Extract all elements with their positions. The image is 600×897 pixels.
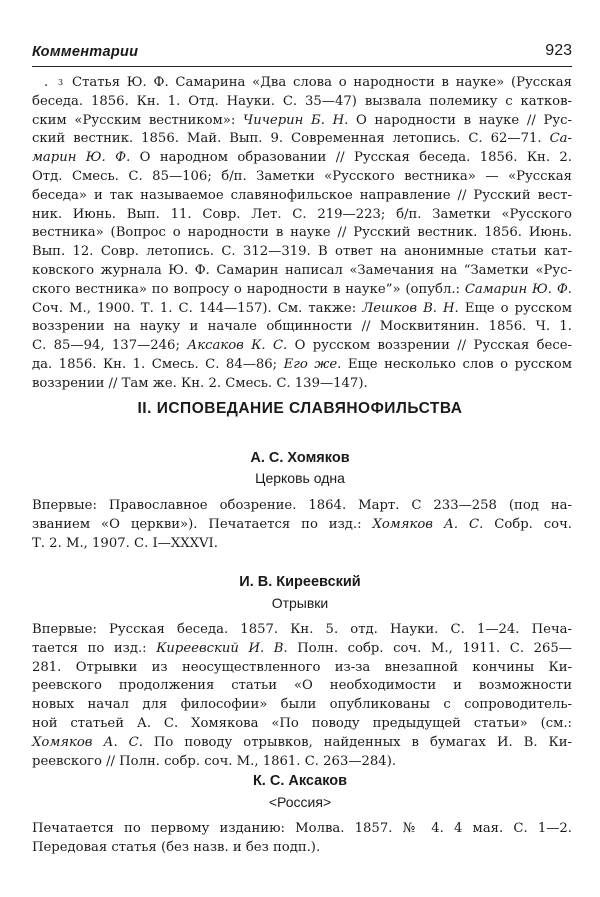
- text-line: [32, 112, 572, 131]
- text-line: [32, 149, 572, 168]
- text-line: [32, 262, 572, 281]
- italic-segment: марин Ю. Ф.: [32, 150, 131, 166]
- text-line: [32, 516, 572, 535]
- italic-segment: Чичерин Б. Н.: [243, 112, 349, 128]
- text-line: [32, 621, 572, 640]
- page-number: 923: [545, 42, 572, 59]
- footnote-dot: .: [44, 75, 49, 90]
- text-segment: ский вестник. 1856. Май. Вып. 9. Современная летопись. С. 62—71.: [32, 131, 550, 147]
- header-title: Комментарии: [32, 44, 139, 60]
- text-segment: Печатается по первому изданию: Молва. 1857. № 4. 4 мая. С. 1—2.: [32, 821, 572, 836]
- italic-segment: Киреевский И. В.: [156, 640, 288, 656]
- text-line: [32, 375, 572, 394]
- running-header: [32, 40, 572, 67]
- text-line: [32, 535, 572, 554]
- text-line: [32, 187, 572, 206]
- text-segment: Впервые: Русская беседа. 1857. Кн. 5. отд. Науки. С. 1—24. Печа-: [32, 622, 572, 637]
- entry-work-khomyakov: Церковь одна: [255, 470, 345, 486]
- text-segment: воззрении на науку и начале общинности // Москвитянин. 1856. Ч. 1.: [32, 319, 572, 335]
- text-line: [32, 243, 572, 262]
- italic-segment: Са-: [549, 131, 572, 147]
- text-line: [32, 224, 572, 243]
- text-segment: беседа» и так называемое славянофильское направление // Русский вест-: [32, 187, 572, 203]
- text-line: [32, 696, 572, 715]
- text-segment: Статья Ю. Ф. Самарина «Два слова о народности в науке» (Русская: [72, 75, 572, 90]
- italic-segment: Самарин Ю. Ф.: [464, 281, 572, 297]
- text-segment: Соч. М., 1900. Т. 1. С. 144—157). См. также:: [32, 300, 363, 316]
- text-segment: Полн. собр. соч. М., 1911. С. 265—: [287, 640, 572, 656]
- text-line: [32, 640, 572, 659]
- text-line: [32, 356, 572, 375]
- entry-work-aksakov: <Россия>: [268, 794, 332, 810]
- text-segment: да. 1856. Кн. 1. Смесь. С. 84—86;: [32, 356, 284, 372]
- text-line: [32, 734, 572, 753]
- entry-work-kireevsky: Отрывки: [271, 595, 329, 611]
- text-segment: ского вестника» по вопросу о народности в науке”» (опубл.:: [32, 281, 465, 297]
- text-line: [32, 206, 572, 225]
- text-line: [32, 74, 572, 93]
- text-line: [32, 281, 572, 300]
- entry-author-aksakov: К. С. Аксаков: [252, 773, 348, 789]
- text-line: [32, 93, 572, 112]
- italic-segment: Лешков В. Н.: [362, 300, 459, 316]
- entry-author-kireevsky: И. В. Киреевский: [239, 574, 361, 590]
- text-line: [32, 337, 572, 356]
- text-line: [32, 753, 572, 772]
- text-segment: новых начал для философии» были опубликованы с сопроводитель-: [32, 697, 572, 713]
- entry-note-aksakov: [32, 820, 572, 858]
- text-segment: реевского продолжения статьи «О необходимости и возможности: [32, 678, 572, 694]
- text-segment: званием «О церкви»). Печатается по изд.:: [32, 516, 373, 532]
- text-segment: Т. 2. М., 1907. С. I—XXXVI.: [32, 535, 218, 551]
- footnote-number: 3: [58, 78, 64, 87]
- text-segment: воззрении // Там же. Кн. 2. Смесь. С. 139—147).: [32, 375, 368, 391]
- text-line: [32, 168, 572, 187]
- text-segment: Собр. соч.: [483, 516, 572, 532]
- text-segment: По поводу отрывков, найденных в бумагах И. В. Ки-: [142, 734, 572, 750]
- entry-note-khomyakov: [32, 497, 572, 553]
- text-segment: вестника» (Вопрос о народности в науке // Русский вестник. 1856. Июнь.: [32, 225, 572, 241]
- text-segment: Передовая статья (без назв. и без подп.).: [32, 839, 321, 855]
- text-segment: беседа. 1856. Кн. 1. Отд. Науки. С. 35—47) вызвала полемику с катков-: [32, 93, 572, 109]
- text-segment: О народности в науке // Рус-: [348, 112, 572, 128]
- text-segment: реевского // Полн. собр. соч. М., 1861. С. 263—284).: [32, 753, 397, 769]
- text-segment: О русском воззрении // Русская бесе-: [287, 338, 573, 354]
- text-segment: Еще несколько слов о русском: [341, 356, 572, 372]
- text-line: [32, 497, 572, 516]
- text-segment: 281. Отрывки из неосуществленного из-за внезапной кончины Ки-: [32, 659, 572, 675]
- text-segment: Впервые: Православное обозрение. 1864. Март. С 233—258 (под на-: [32, 498, 572, 513]
- text-segment: Отд. Смесь. С. 85—106; б/п. Заметки «Русского вестника» — «Русская: [32, 168, 572, 184]
- section-title: II. ИСПОВЕДАНИЕ СЛАВЯНОФИЛЬСТВА: [137, 400, 463, 417]
- text-line: [32, 130, 572, 149]
- footnote-3: [32, 74, 572, 394]
- text-line: [32, 659, 572, 678]
- text-line: [32, 677, 572, 696]
- text-line: [32, 318, 572, 337]
- text-segment: тается по изд.:: [32, 640, 157, 656]
- italic-segment: Хомяков А. С.: [372, 516, 484, 532]
- text-segment: О народном образовании // Русская беседа. 1856. Кн. 2.: [130, 150, 572, 166]
- text-segment: ковского журнала Ю. Ф. Самарин написал «Замечания на “Заметки «Рус-: [32, 262, 572, 278]
- italic-segment: Хомяков А. С.: [32, 734, 143, 750]
- text-segment: С. 85—94, 137—246;: [32, 338, 188, 354]
- text-line: [32, 300, 572, 319]
- text-segment: ник. Июнь. Вып. 11. Совр. Лет. С. 219—223; б/п. Заметки «Русского: [32, 206, 572, 222]
- text-segment: ной статьей А. С. Хомякова «По поводу предыдущей статьи» (см.:: [32, 715, 572, 731]
- text-line: [32, 839, 572, 858]
- text-line: [32, 715, 572, 734]
- italic-segment: Его же.: [283, 356, 342, 372]
- entry-author-khomyakov: А. С. Хомяков: [250, 450, 350, 466]
- text-segment: ским «Русским вестником»:: [32, 112, 244, 128]
- text-line: [32, 820, 572, 839]
- entry-note-kireevsky: [32, 621, 572, 771]
- text-segment: Вып. 12. Совр. летопись. С. 312—319. В ответ на анонимные статьи кат-: [32, 244, 572, 260]
- text-segment: Еще о русском: [458, 300, 572, 316]
- italic-segment: Аксаков К. С.: [187, 338, 288, 354]
